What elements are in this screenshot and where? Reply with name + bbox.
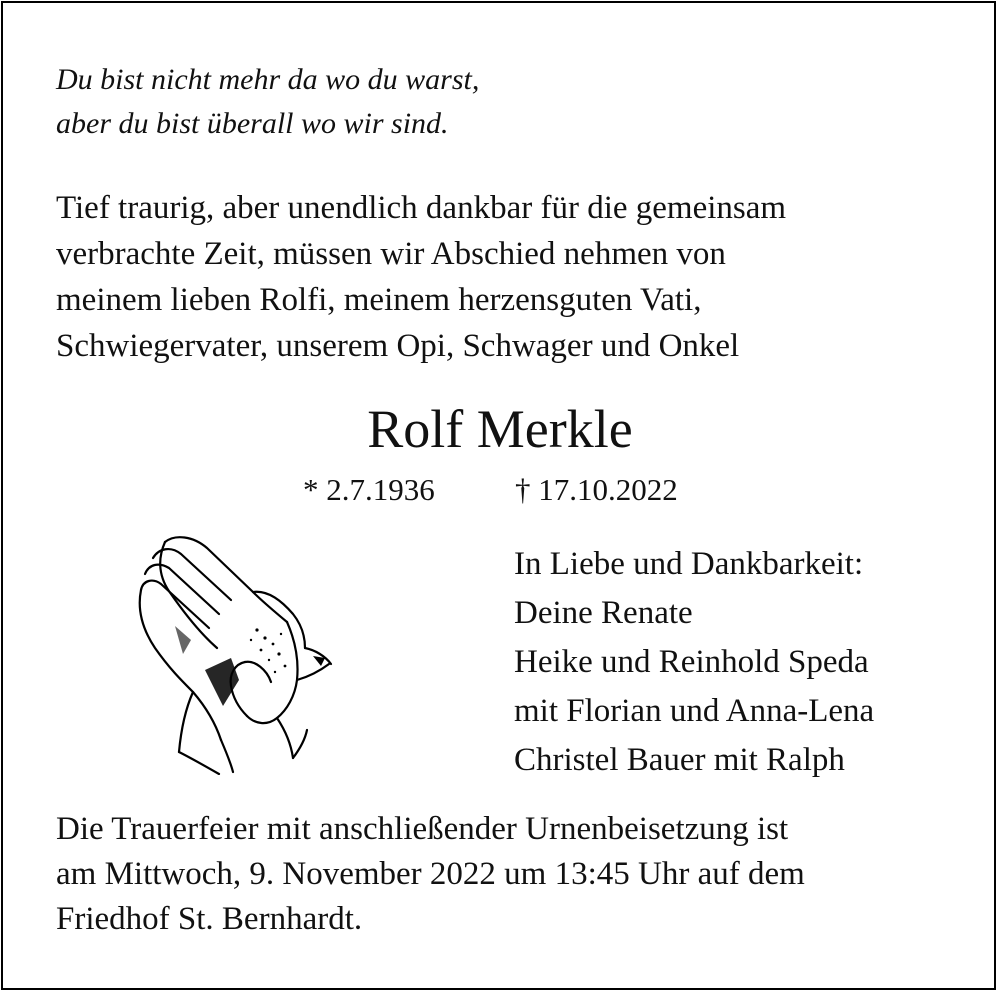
ceremony-line: Friedhof St. Bernhardt. bbox=[56, 901, 363, 937]
quote-block bbox=[56, 58, 479, 146]
ceremony-line: Die Trauerfeier mit anschließender Urnenbeisetzung ist bbox=[56, 811, 789, 847]
birth-date: * 2.7.1936 bbox=[303, 472, 435, 507]
mourners-line: In Liebe und Dankbarkeit: bbox=[514, 546, 864, 582]
quote-line: aber du bist überall wo wir sind. bbox=[56, 107, 449, 140]
deceased-name: Rolf Merkle bbox=[367, 399, 633, 459]
praying-hands-icon bbox=[135, 530, 340, 775]
mourners-line: mit Florian und Anna-Lena bbox=[514, 693, 875, 729]
intro-line: Schwiegervater, unserem Opi, Schwager und Onkel bbox=[56, 328, 740, 364]
ceremony-line: am Mittwoch, 9. November 2022 um 13:45 Uhr auf dem bbox=[56, 856, 805, 892]
intro-line: meinem lieben Rolfi, meinem herzensguten Vati, bbox=[56, 282, 702, 318]
intro-line: verbrachte Zeit, müssen wir Abschied nehmen von bbox=[56, 236, 726, 272]
quote-line: Du bist nicht mehr da wo du warst, bbox=[56, 63, 480, 96]
ceremony-info bbox=[56, 807, 805, 942]
mourners-line: Christel Bauer mit Ralph bbox=[514, 742, 845, 778]
intro-text bbox=[56, 185, 786, 369]
mourners-list bbox=[514, 540, 874, 785]
death-date: † 17.10.2022 bbox=[515, 472, 678, 507]
mourners-line: Heike und Reinhold Speda bbox=[514, 644, 869, 680]
intro-line: Tief traurig, aber unendlich dankbar für die gemeinsam bbox=[56, 190, 787, 226]
mourners-line: Deine Renate bbox=[514, 595, 693, 631]
